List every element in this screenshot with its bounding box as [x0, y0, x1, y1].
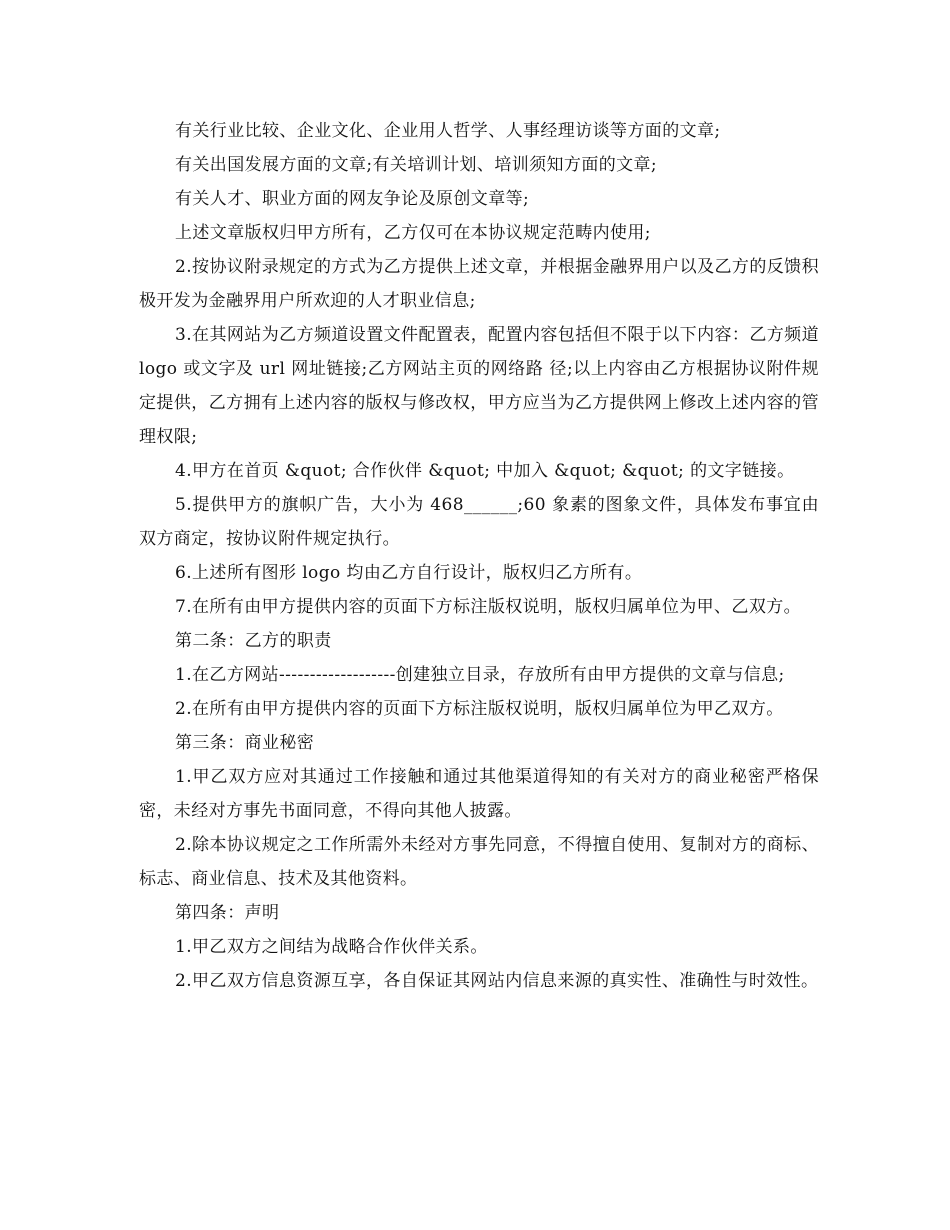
body-paragraph: 有关行业比较、企业文化、企业用人哲学、人事经理访谈等方面的文章;	[175, 121, 721, 141]
numbered-clause: 3.在其网站为乙方频道设置文件配置表，配置内容包括但不限于以下内容：乙方频道 logo 或文字及 url 网址链接;乙方网站主页的网络路 径;以上内容由乙方根据协议附件规定提供，乙方拥有上述内容的版权与修改权，甲方应当为乙方提供网上修改上述内容的管理权限;	[139, 325, 819, 447]
numbered-clause: 2.在所有由甲方提供内容的页面下方标注版权说明，版权归属单位为甲乙双方。	[175, 699, 784, 719]
section-heading: 第二条：乙方的职责	[175, 631, 332, 651]
body-paragraph: 上述文章版权归甲方所有，乙方仅可在本协议规定范畴内使用;	[175, 223, 651, 243]
numbered-clause: 6.上述所有图形 logo 均由乙方自行设计，版权归乙方所有。	[175, 563, 643, 583]
section-heading: 第四条：声明	[175, 903, 280, 923]
body-paragraph: 有关人才、职业方面的网友争论及原创文章等;	[175, 189, 530, 209]
numbered-clause: 5.提供甲方的旗帜广告，大小为 468______;60 象素的图象文件，具体发布事宜由双方商定，按协议附件规定执行。	[139, 495, 819, 549]
section-heading: 第三条：商业秘密	[175, 733, 315, 753]
numbered-clause: 2.除本协议规定之工作所需外未经对方事先同意，不得擅自使用、复制对方的商标、标志、商业信息、技术及其他资料。	[139, 835, 819, 889]
numbered-clause: 1.甲乙双方之间结为战略合作伙伴关系。	[175, 937, 488, 957]
body-paragraph: 有关出国发展方面的文章;有关培训计划、培训须知方面的文章;	[175, 155, 658, 175]
numbered-clause: 7.在所有由甲方提供内容的页面下方标注版权说明，版权归属单位为甲、乙双方。	[175, 597, 802, 617]
numbered-clause: 1.在乙方网站-------------------创建独立目录，存放所有由甲方提供的文章与信息;	[175, 665, 785, 685]
numbered-clause: 2.按协议附录规定的方式为乙方提供上述文章，并根据金融界用户以及乙方的反馈积极开发为金融界用户所欢迎的人才职业信息;	[139, 257, 819, 311]
numbered-clause: 2.甲乙双方信息资源互享，各自保证其网站内信息来源的真实性、准确性与时效性。	[175, 971, 819, 991]
numbered-clause: 1.甲乙双方应对其通过工作接触和通过其他渠道得知的有关对方的商业秘密严格保密，未经对方事先书面同意，不得向其他人披露。	[139, 767, 819, 821]
document-body	[139, 114, 819, 998]
numbered-clause: 4.甲方在首页 &quot; 合作伙伴 &quot; 中加入 &quot; &quot; 的文字链接。	[175, 461, 795, 481]
